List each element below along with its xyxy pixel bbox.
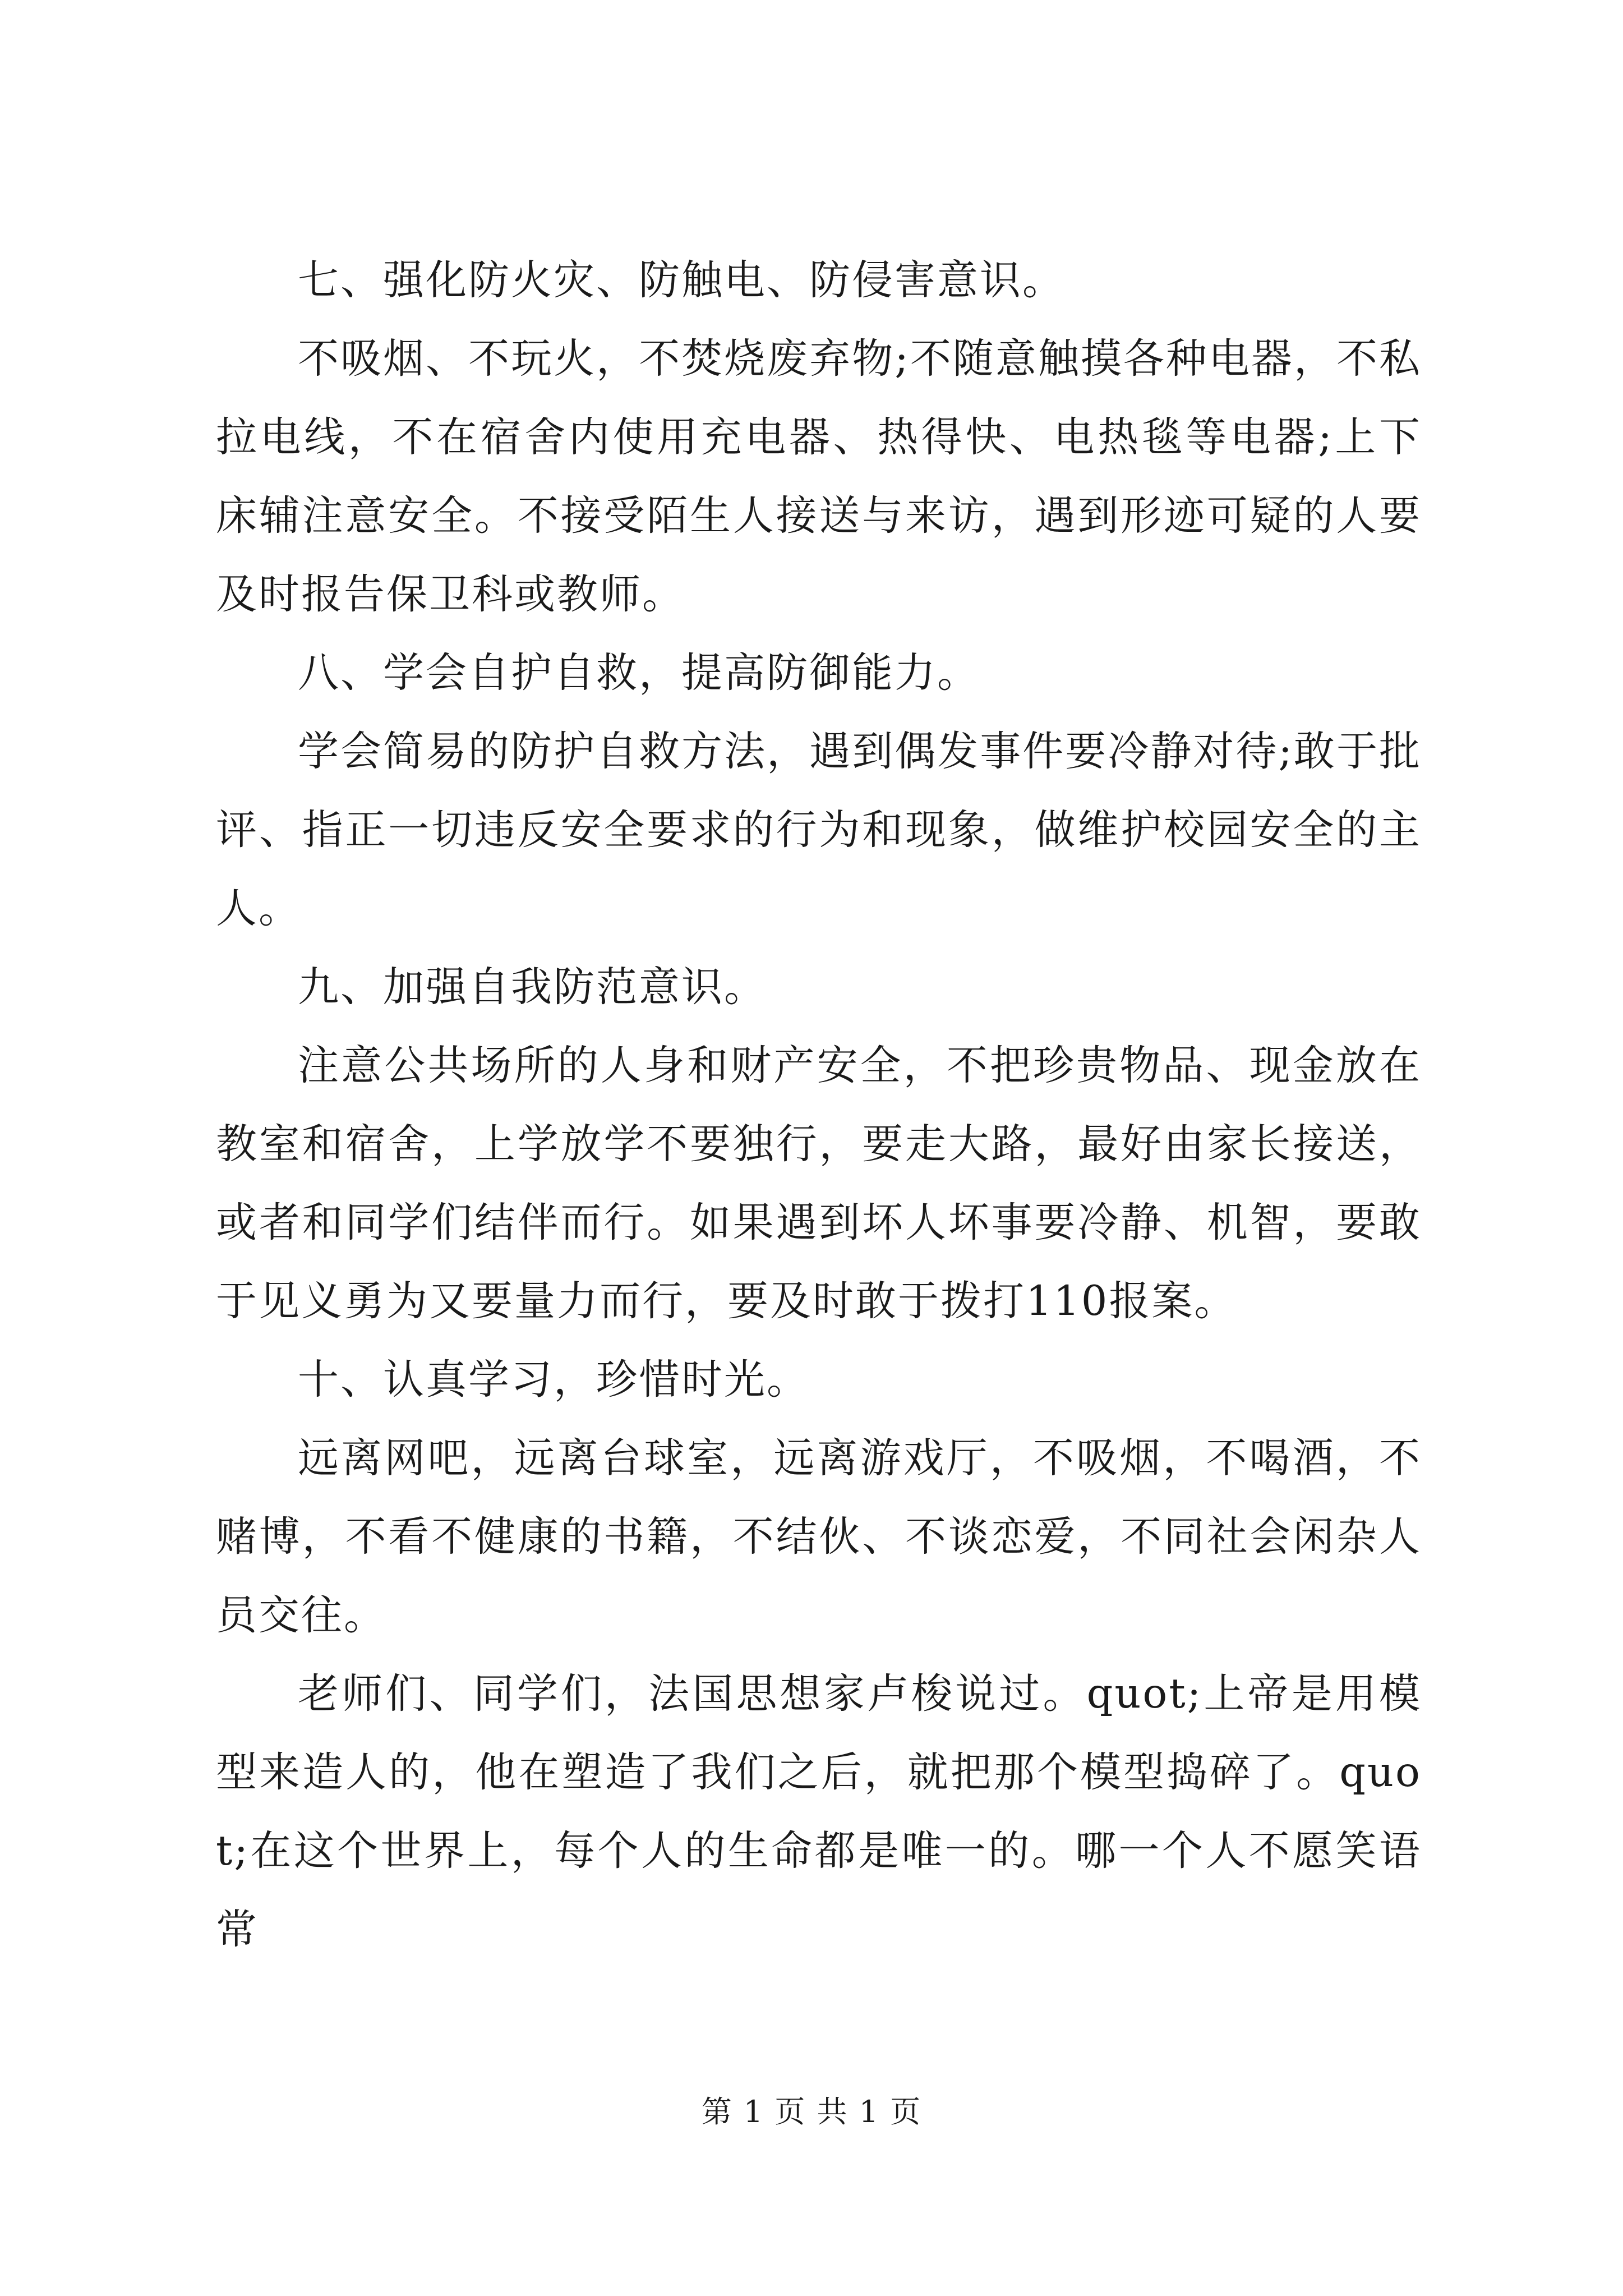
document-body xyxy=(216,241,1422,1969)
section-body-10: 远离网吧，远离台球室，远离游戏厅，不吸烟，不喝酒，不赌博，不看不健康的书籍，不结伙、不谈恋爱，不同社会闲杂人员交往。 xyxy=(216,1434,1422,1639)
section-body-7: 不吸烟、不玩火，不焚烧废弃物;不随意触摸各种电器，不私拉电线，不在宿舍内使用充电器、热得快、电热毯等电器;上下床辅注意安全。不接受陌生人接送与来访，遇到形迹可疑的人要及时报告保卫科或教师。 xyxy=(216,335,1422,618)
section-heading-8: 八、学会自护自救，提高防御能力。 xyxy=(298,649,980,697)
section-heading-9: 九、加强自我防范意识。 xyxy=(298,963,767,1011)
section-body-8: 学会简易的防护自救方法，遇到偶发事件要冷静对待;敢于批评、指正一切违反安全要求的行为和现象，做维护校园安全的主人。 xyxy=(216,728,1422,932)
closing-paragraph: 老师们、同学们，法国思想家卢梭说过。quot;上帝是用模型来造人的，他在塑造了我们之后，就把那个模型捣碎了。quot;在这个世界上，每个人的生命都是唯一的。哪一个人不愿笑语常 xyxy=(216,1670,1422,1953)
section-heading-7: 七、强化防火灾、防触电、防侵害意识。 xyxy=(298,256,1065,304)
section-heading-10: 十、认真学习，珍惜时光。 xyxy=(298,1356,809,1404)
section-body-9: 注意公共场所的人身和财产安全，不把珍贵物品、现金放在教室和宿舍，上学放学不要独行，要走大路，最好由家长接送，或者和同学们结伴而行。如果遇到坏人坏事要冷静、机智，要敢于见义勇为又要量力而行，要及时敢于拨打110报案。 xyxy=(216,1042,1422,1325)
page-footer: 第 1 页 共 1 页 xyxy=(701,2094,922,2129)
